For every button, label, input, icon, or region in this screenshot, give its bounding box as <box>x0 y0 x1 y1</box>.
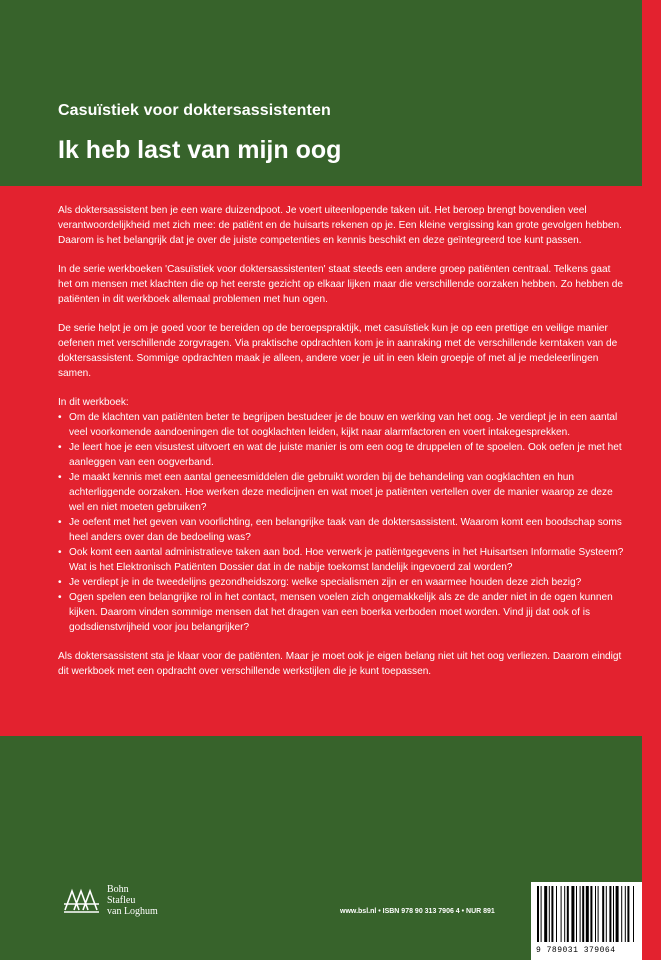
publisher-line: van Loghum <box>107 906 158 917</box>
isbn-line: www.bsl.nl • ISBN 978 90 313 7906 4 • NUR 891 <box>340 908 495 915</box>
barcode-number: 9 789031 379064 <box>536 946 616 955</box>
paragraph-practice: De serie helpt je om je goed voor te bereiden op de beroepspraktijk, met casuïstiek kun je op een prettige en veilige manier oefenen met verschillende zorgvragen. Via praktische opdrachten kom je in aanraking met de verschillende kerntaken van de doktersassistent. Sommige opdrachten maak je alleen, andere voer je uit in een klein groepje of met al je medeleerlingen samen. <box>58 323 618 379</box>
list-item: • Je maakt kennis met een aantal geneesmiddelen die gebruikt worden bij de behandeling van oogklachten en hun achterliggende oorzaken. Hoe werken deze medicijnen en wat moet je patiënten vertellen over de manier waarop ze deze wel en niet moeten gebruiken? <box>58 470 624 515</box>
paragraph-intro: Als doktersassistent ben je een ware duizendpoot. Je voert uiteenlopende taken uit. Het beroep brengt bovendien veel verantwoordelijkheid met zich mee: de patiënt en de huisarts rekenen op je. Een kleine vergissing kan grote gevolgen hebben. Daarom is het belangrijk dat je over de juiste competenties en kennis beschikt en deze geïntegreerd toe kunt passen. <box>58 205 622 246</box>
barcode-bar <box>627 886 629 942</box>
list-item: • Je leert hoe je een visustest uitvoert en wat de juiste manier is om een oog te druppelen of te spoelen. Ook oefen je met het aanleggen van een oogverband. <box>58 440 624 470</box>
blurb <box>58 203 624 693</box>
barcode-bar <box>616 886 619 942</box>
publisher-name <box>107 884 158 917</box>
barcode-bar <box>595 886 596 942</box>
barcode-bar <box>586 886 589 942</box>
list-intro: In dit werkboek: <box>58 397 129 408</box>
barcode-bar <box>564 886 565 942</box>
barcode-bar <box>602 886 604 942</box>
publisher-line: Stafleu <box>107 895 136 906</box>
barcode-bar <box>590 886 592 942</box>
barcode-bar <box>551 886 553 942</box>
barcode-bar <box>561 886 562 942</box>
barcode-bar <box>537 886 539 942</box>
barcode-bar <box>598 886 599 942</box>
barcode-bar <box>571 886 574 942</box>
barcode-bar <box>556 886 557 942</box>
list-item: • Om de klachten van patiënten beter te begrijpen bestudeer je de bouw en werking van het oog. Je verdiept je in een aantal veel voorkomende aandoeningen die tot oogklachten leiden, kijkt naar alarmfactoren en voert intakegesprekken. <box>58 410 624 440</box>
bsl-logo-icon <box>62 885 102 915</box>
barcode-bar <box>544 886 547 942</box>
paragraph-series: In de serie werkboeken 'Casuïstiek voor doktersassistenten' staat steeds een andere groep patiënten centraal. Telkens gaat het om mensen met klachten die op het eerste gezicht op elkaar lijken maar die verschillende oorzaken hebben. Zo hebben de patiënten in dit werkboek allemaal problemen met hun ogen. <box>58 264 624 305</box>
series-title: Casuïstiek voor doktersassistenten <box>58 102 331 119</box>
barcode-bar <box>549 886 550 942</box>
list-item: • Je oefent met het geven van voorlichting, een belangrijke taak van de doktersassistent. Waarom komt een boodschap soms heel anders over dan de bedoeling was? <box>58 515 624 545</box>
paragraph-closing: Als doktersassistent sta je klaar voor de patiënten. Maar je moet ook je eigen belang niet uit het oog verliezen. Daarom eindigt dit werkboek met een opdracht over verschillende werkstijlen die je kunt toepassen. <box>58 651 622 677</box>
barcode-bars <box>531 882 642 946</box>
barcode-bar <box>580 886 581 942</box>
spine-strip <box>642 0 661 960</box>
barcode-bar <box>609 886 611 942</box>
barcode-bar <box>541 886 542 942</box>
list-item: • Ogen spelen een belangrijke rol in het contact, mensen voelen zich ongemakkelijk als ze de ander niet in de ogen kunnen kijken. Daarom vinden sommige mensen dat het dragen van een boerka verboden moet worden. Vind jij dat ook of is godsdienstvrijheid voor jou belangrijker? <box>58 590 624 635</box>
barcode-bar <box>576 886 577 942</box>
list-item: • Ook komt een aantal administratieve taken aan bod. Hoe verwerk je patiëntgegevens in het Huisartsen Informatie Systeem? Wat is het Elektronisch Patiënten Dossier dat in de nabije toekomst landelijk ingevoerd zal worden? <box>58 545 624 575</box>
book-title: Ik heb last van mijn oog <box>58 136 342 164</box>
publisher-line: Bohn <box>107 884 129 895</box>
barcode-bar <box>567 886 569 942</box>
barcode-bar <box>633 886 634 942</box>
barcode-bar <box>625 886 626 942</box>
barcode-bar <box>582 886 584 942</box>
barcode-bar <box>606 886 607 942</box>
list-item: • Je verdiept je in de tweedelijns gezondheidszorg: welke specialismen zijn er en waarmee houden deze zich bezig? <box>58 575 624 590</box>
contents-list <box>58 410 624 635</box>
barcode-bar <box>613 886 614 942</box>
barcode-bar <box>621 886 622 942</box>
